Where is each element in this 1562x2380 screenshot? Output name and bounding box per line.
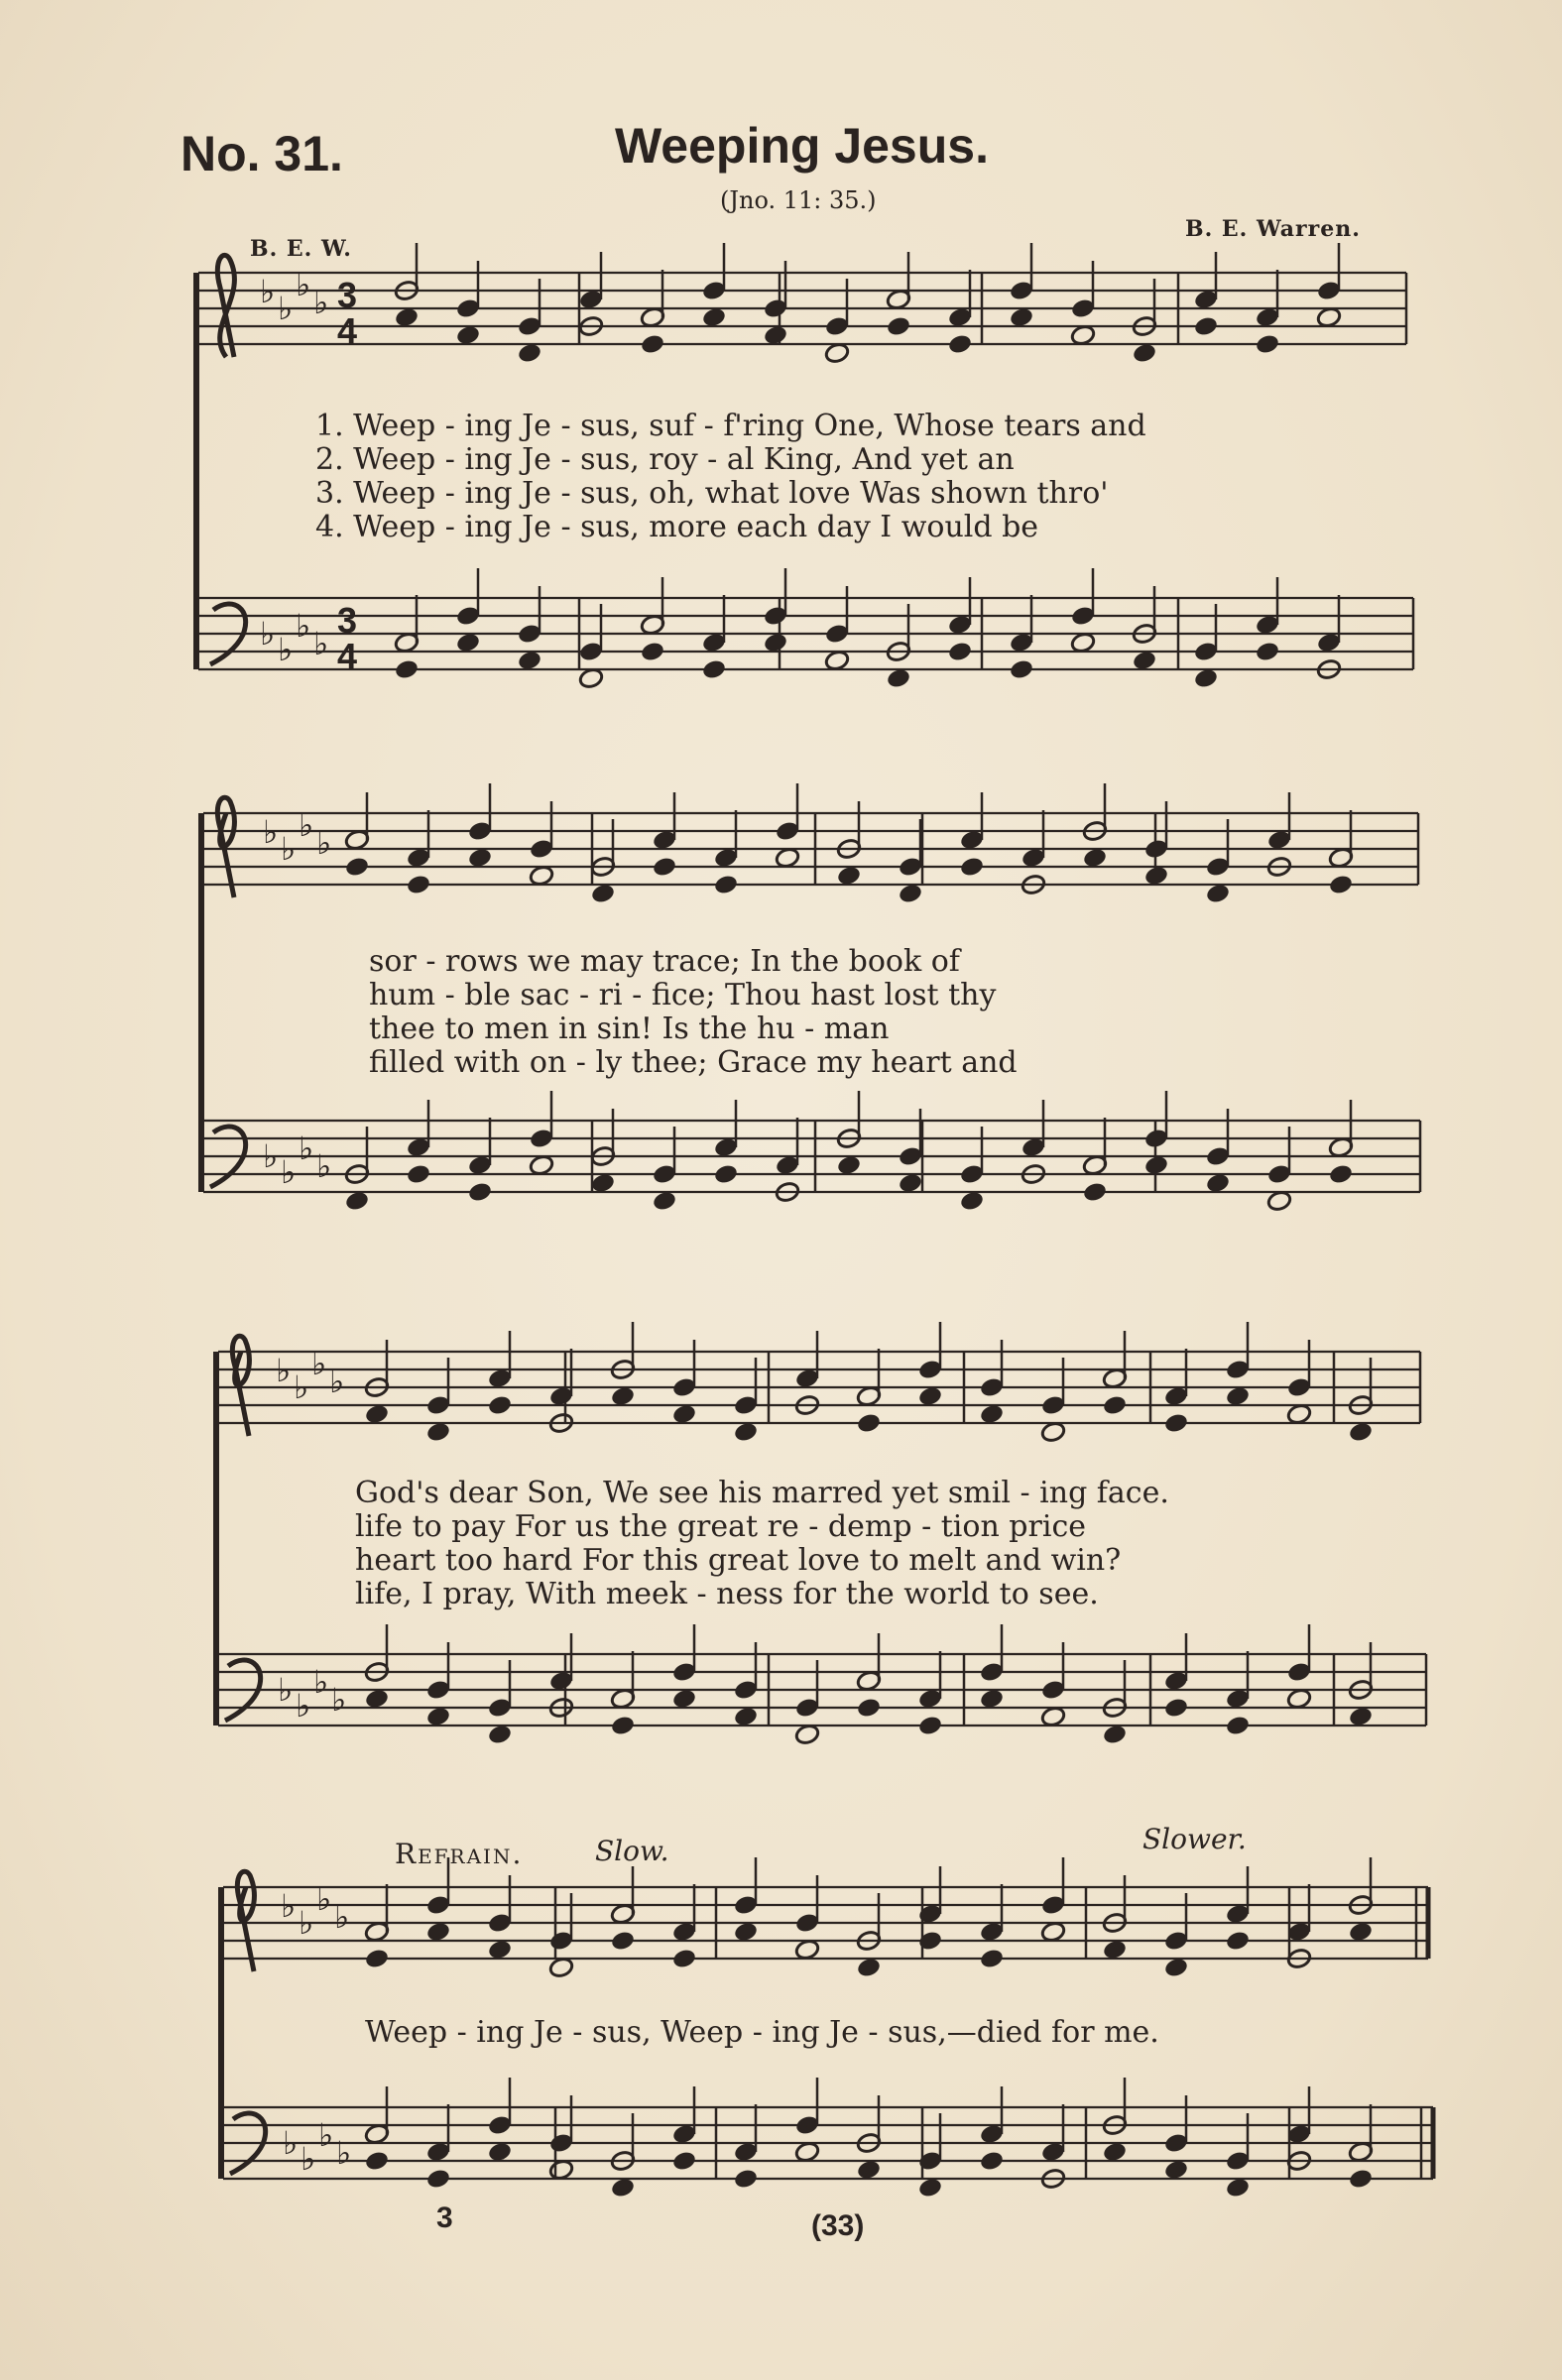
note-head [406,874,431,896]
note-head [794,1939,820,1962]
time-sig-top-bass: 3 [337,600,358,641]
svg-text:♭: ♭ [281,1887,297,1925]
note-head [856,1957,882,1979]
note-head [1040,1421,1066,1444]
signature-mark: 3 [436,2202,453,2234]
svg-text:♭: ♭ [276,1352,292,1389]
svg-text:♭: ♭ [281,830,297,868]
note-head [517,650,542,672]
note-head [364,1403,390,1426]
note-head [1143,1154,1169,1177]
note-head [364,2150,390,2173]
note-head [1132,650,1157,672]
note-head [856,1412,882,1435]
bass-staff-1 [198,598,1413,669]
note-head [671,1403,697,1426]
note-head [1316,306,1342,329]
note-head [578,667,604,690]
system-3-verse-1: God's dear Son, We see his marred yet smil - ing face. [355,1476,1169,1510]
note-head [1225,1715,1251,1737]
note-head [652,1190,677,1213]
svg-text:♭: ♭ [313,625,329,662]
note-head [1266,1190,1292,1213]
note-head [406,1163,431,1186]
note-head [517,342,542,365]
svg-text:♭: ♭ [278,631,294,668]
note-head [917,1385,943,1408]
system-2-verse-2: hum - ble sac - ri - fice; Thou hast lost thy [369,978,997,1012]
svg-text:♭: ♭ [313,284,329,321]
note-head [1163,2159,1189,2182]
note-head [794,1724,820,1746]
note-head [1348,1421,1374,1444]
note-head [836,1154,862,1177]
note-head [763,632,788,654]
system-1-verse-4: 4. Weep - ing Je - sus, more each day I would be [315,510,1039,544]
note-head [425,1921,451,1944]
note-head [590,1172,616,1195]
note-head [640,333,665,356]
note-head [1225,1930,1251,1953]
system-3-verse-4: life, I pray, With meek - ness for the world to see. [355,1577,1099,1611]
note-head [487,1394,513,1417]
tempo-slow: Slow. [595,1835,669,1867]
note-head [836,865,862,888]
note-head [425,1421,451,1444]
note-head [733,2168,759,2191]
note-head [1132,342,1157,365]
svg-text:♭: ♭ [299,1130,314,1167]
note-head [529,1154,554,1177]
note-head [610,1930,636,1953]
svg-text:♭: ♭ [316,824,332,862]
note-head [959,1190,985,1213]
note-head [652,856,677,879]
svg-text:♭: ♭ [311,1345,327,1382]
page-number: (33) [811,2209,865,2242]
note-head [1102,1724,1128,1746]
note-head [610,2177,636,2200]
note-head [548,1957,574,1979]
svg-text:♭: ♭ [331,1681,347,1719]
note-head [733,1421,759,1444]
bass-staff-2 [203,1121,1420,1192]
note-head [979,1688,1005,1711]
note-head [344,856,370,879]
system-2-verse-4: filled with on - ly thee; Grace my heart and [369,1045,1018,1080]
svg-text:♭: ♭ [329,1363,345,1400]
note-head [394,306,420,329]
svg-text:♭: ♭ [296,266,311,303]
svg-text:♭: ♭ [260,273,276,310]
note-head [1255,641,1280,663]
note-head [640,641,665,663]
note-head [425,1706,451,1728]
scripture-reference: (Jno. 11: 35.) [720,186,877,214]
note-head [1255,333,1280,356]
time-sig-bottom-bass: 4 [337,636,358,676]
note-head [455,632,481,654]
note-head [1163,1697,1189,1720]
note-head [947,641,973,663]
words-credit: B. E. W. [250,236,352,262]
note-head [733,1921,759,1944]
note-head [425,2168,451,2191]
svg-text:♭: ♭ [334,1898,350,1936]
note-head [610,1715,636,1737]
refrain-label: Refrain. [395,1838,524,1870]
note-head [1102,1939,1128,1962]
note-head [487,1939,513,1962]
refrain-lyric: Weep - ing Je - sus, Weep - ing Je - sus,—died for me. [365,2015,1159,2050]
note-head [467,847,493,870]
svg-text:♭: ♭ [313,1663,329,1701]
note-head [1193,667,1219,690]
note-head [1225,1385,1251,1408]
note-head [856,1697,882,1720]
system-2-verse-3: thee to men in sin! Is the hu - man [369,1012,890,1046]
note-head [1102,2141,1128,2164]
time-sig-bottom-treble: 4 [337,310,358,351]
note-head [917,2177,943,2200]
svg-text:♭: ♭ [316,1147,332,1185]
hymn-number: No. 31. [180,126,343,181]
note-head [364,1948,390,1970]
svg-text:♭: ♭ [263,813,279,851]
svg-text:♭: ♭ [294,1368,309,1406]
system-1-verse-2: 2. Weep - ing Je - sus, roy - al King, And yet an [315,442,1015,477]
note-head [886,667,911,690]
note-head [1040,1921,1066,1944]
note-head [1286,1688,1312,1711]
note-head [1225,2177,1251,2200]
note-head [1070,324,1096,347]
note-head [1070,632,1096,654]
note-head [886,315,911,338]
treble-staff-2 [203,813,1418,885]
svg-text:♭: ♭ [278,1671,294,1709]
system-2-verse-1: sor - rows we may trace; In the book of [369,944,960,979]
note-head [1082,847,1108,870]
note-head [1205,1172,1231,1195]
note-head [898,1172,923,1195]
note-head [1143,865,1169,888]
note-head [487,2141,513,2164]
note-head [1348,1706,1374,1728]
note-head [1328,874,1354,896]
note-head [763,324,788,347]
svg-text:♭: ♭ [318,2116,334,2154]
tempo-slower: Slower. [1142,1823,1247,1855]
note-head [824,650,850,672]
note-head [917,1715,943,1737]
svg-text:♭: ♭ [299,806,314,844]
svg-text:♭: ♭ [336,2134,352,2172]
note-head [1328,1163,1354,1186]
note-head [713,1163,739,1186]
note-head [898,883,923,905]
system-3-verse-2: life to pay For us the great re - demp - tion price [355,1509,1087,1544]
svg-text:♭: ♭ [316,1880,332,1918]
note-head [733,1706,759,1728]
system-1-verse-1: 1. Weep - ing Je - sus, suf - f'ring One, Whose tears and [315,409,1146,443]
svg-text:♭: ♭ [296,1687,311,1725]
svg-text:♭: ♭ [283,2124,299,2162]
note-head [455,324,481,347]
note-head [701,306,727,329]
svg-text:♭: ♭ [260,615,276,653]
note-head [1348,1921,1374,1944]
note-head [671,2150,697,2173]
note-head [979,1403,1005,1426]
note-head [856,2159,882,2182]
note-head [1286,1403,1312,1426]
note-head [701,658,727,681]
note-head [344,1190,370,1213]
key-signature-flats [260,266,351,2178]
note-head [1205,883,1231,905]
note-head [1009,306,1034,329]
note-head [1102,1394,1128,1417]
bass-staff-3 [218,1654,1426,1726]
note-head [610,1385,636,1408]
note-head [487,1724,513,1746]
note-head [1348,2168,1374,2191]
note-head [590,883,616,905]
svg-text:♭: ♭ [263,1137,279,1175]
note-head [1163,1412,1189,1435]
system-1-verse-3: 3. Weep - ing Je - sus, oh, what love Was shown thro' [315,476,1109,511]
note-head [1040,1706,1066,1728]
bass-staff-4 [223,2107,1433,2179]
note-head [979,1948,1005,1970]
svg-text:♭: ♭ [278,290,294,327]
music-credit: B. E. Warren. [1185,216,1361,242]
hymn-title: Weeping Jesus. [615,118,989,174]
note-head [1082,1181,1108,1204]
note-head [671,1688,697,1711]
note-head [529,865,554,888]
note-head [467,1181,493,1204]
svg-text:♭: ♭ [296,607,311,645]
treble-staff-1 [198,273,1406,344]
svg-text:♭: ♭ [300,2140,316,2178]
note-head [775,847,800,870]
note-head [979,2150,1005,2173]
note-head [548,2159,574,2182]
note-head [394,658,420,681]
note-head [713,874,739,896]
svg-text:♭: ♭ [299,1904,314,1942]
note-head [671,1948,697,1970]
time-sig-top-treble: 3 [337,275,358,315]
note-head [364,1688,390,1711]
note-head [947,333,973,356]
system-3-verse-3: heart too hard For this great love to melt and win? [355,1543,1122,1578]
note-head [1163,1957,1189,1979]
note-head [959,856,985,879]
note-head [824,342,850,365]
note-head [1009,658,1034,681]
note-head [1193,315,1219,338]
note-head [794,2141,820,2164]
svg-text:♭: ♭ [281,1153,297,1191]
